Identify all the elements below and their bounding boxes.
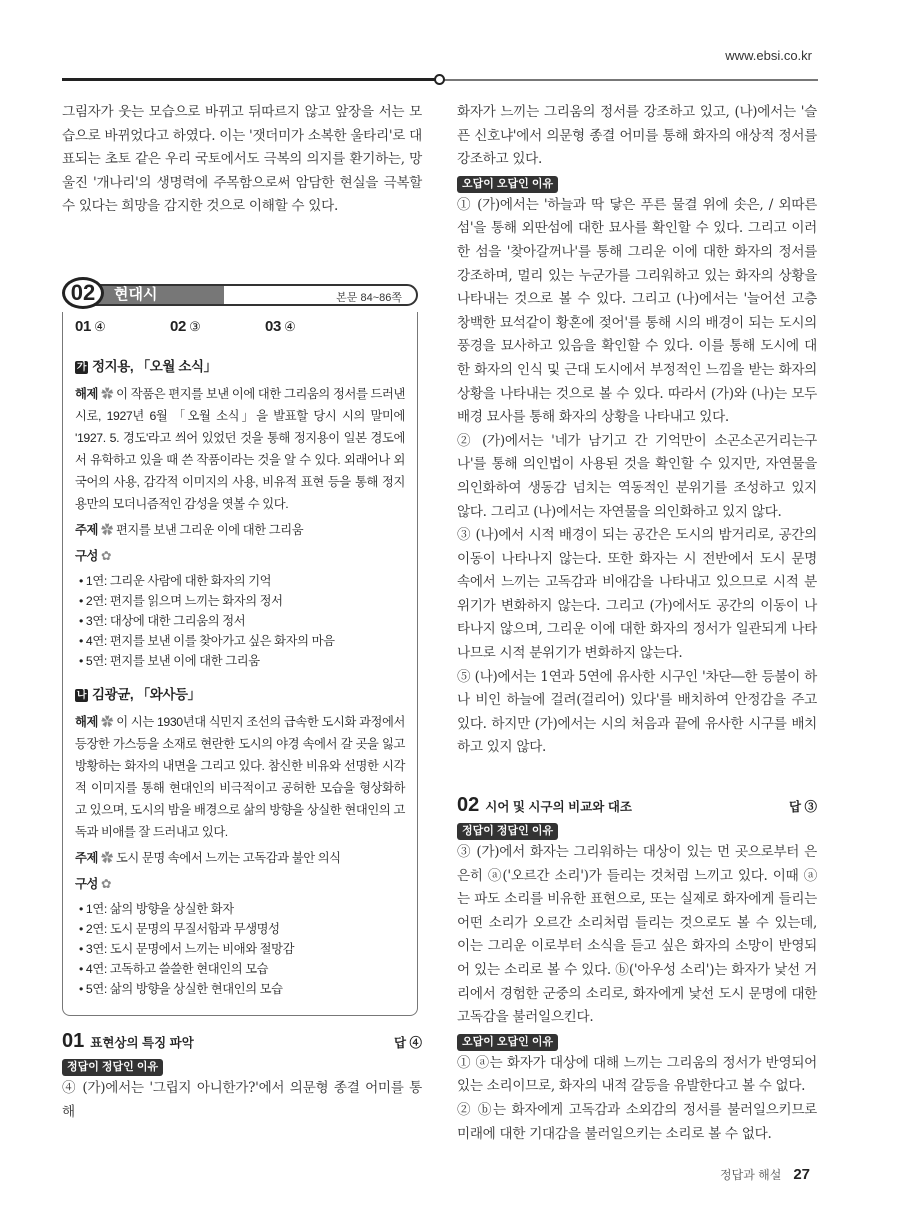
flower-icon: ✿ bbox=[101, 386, 114, 401]
explanation-text: ① ⓐ는 화자가 대상에 대해 느끼는 그리움의 정서가 반영되어 있는 소리이므로, 화자의 내적 갈등을 유발한다고 볼 수 없다. bbox=[457, 1054, 817, 1095]
label: 주제 bbox=[75, 850, 98, 865]
flower-icon: ✿ bbox=[101, 876, 111, 891]
label: 해제 bbox=[75, 714, 98, 729]
theme-text: 편지를 보낸 그리운 이에 대한 그리움 bbox=[115, 522, 304, 537]
page-footer bbox=[0, 1146, 900, 1213]
correct-reason-badge: 정답이 정답인 이유 bbox=[62, 1059, 163, 1076]
question-number: 01 bbox=[62, 1029, 85, 1052]
haeje-text: 이 시는 1930년대 식민지 조선의 급속한 도시화 과정에서 등장한 가스등을 소재로 현란한 도시의 야경 속에서 갈 곳을 잃고 방황하는 화자의 내면을 그리고 있다. 참신한 비유와 선명한 시각적 이미지를 통해 현대인의 비극적이고 공허한 모습을 형상화하고 있으며, 도시의 밤을 배경으로 삶의 방향을 상실한 현대인의 고독과 비애를 잘 드러내고 있다. bbox=[75, 714, 405, 839]
list-item: 5연: 삶의 방향을 상실한 현대인의 모습 bbox=[85, 981, 283, 996]
label: 구성 bbox=[75, 548, 98, 563]
section-title: 현대시 bbox=[94, 286, 224, 304]
answer-num: 02 bbox=[170, 317, 186, 335]
list-item: 4연: 편지를 보낸 이를 찾아가고 싶은 화자의 마음 bbox=[85, 633, 335, 648]
list-item: 2연: 도시 문명의 무질서함과 무생명성 bbox=[85, 921, 280, 936]
list-item: 2연: 편지를 읽으며 느끼는 화자의 정서 bbox=[85, 593, 283, 608]
explanation-text: 화자가 느끼는 그리움의 정서를 강조하고 있고, (나)에서는 '슬픈 신호냐'에서 의문형 종결 어미를 통해 화자의 애상적 정서를 강조하고 있다. bbox=[457, 104, 817, 168]
correct-reason-badge: 정답이 정답인 이유 bbox=[457, 823, 558, 840]
question-answer: 답 ④ bbox=[393, 1035, 422, 1050]
flower-icon: ✿ bbox=[101, 850, 113, 865]
explanation-text: ⑤ (나)에서는 1연과 5연에 유사한 시구인 '차단―한 등불이 하나 비인 하늘에 걸려(걸리어) 있다'를 배치하여 안정감을 주고 있다. 하지만 (가)에서는 시의 처음과 끝에 유사한 시구를 배치하고 있지 않다. bbox=[457, 668, 817, 756]
work-tag: 가 bbox=[76, 361, 87, 373]
flower-icon: ✿ bbox=[101, 714, 114, 729]
answer-value: ④ bbox=[94, 318, 106, 334]
label: 구성 bbox=[75, 876, 98, 891]
summary-box bbox=[62, 312, 418, 1016]
right-column bbox=[457, 101, 817, 1146]
explanation-text: ③ (가)에서 화자는 그리워하는 대상이 있는 먼 곳으로부터 은은히 ⓐ('오르간 소리')가 들리는 것처럼 느끼고 있다. 이때 ⓐ는 파도 소리를 비유한 표현으로, 또는 실제로 화자에게 들리는 어떤 소리가 오르간 소리처럼 들리는 것으로도 볼 수 있는데, 이는 그리운 이로부터 소식을 듣고 싶은 화자의 소망이 반영되어 있는 소리로 볼 수 있다. ⓑ('아우성 소리')는 화자가 낯선 거리에서 경험한 군중의 소리로, 화자에게 낯선 도시 문명에 대한 고독감을 불러일으킨다. bbox=[457, 844, 817, 1026]
header-rule bbox=[62, 79, 818, 81]
label: 해제 bbox=[75, 386, 98, 401]
answer-value: ④ bbox=[284, 318, 296, 334]
footer-label: 정답과 해설 bbox=[720, 1168, 782, 1183]
work-tag: 나 bbox=[76, 689, 87, 701]
question-01 bbox=[62, 1030, 422, 1124]
explanation-text: ④ (가)에서는 '그립지 아니한가?'에서 의문형 종결 어미를 통해 bbox=[62, 1079, 422, 1120]
list-item: 1연: 삶의 방향을 상실한 화자 bbox=[85, 901, 234, 916]
list-item: 4연: 고독하고 쓸쓸한 현대인의 모습 bbox=[85, 961, 269, 976]
haeje-text: 이 작품은 편지를 보낸 이에 대한 그리움의 정서를 드러낸 시로, 1927년 6월 「오월 소식」을 발표할 당시 시의 말미에 '1927. 5. 경도'라고 씌어 있었던 것을 통해 정지용이 일본 경도에서 유학하고 있을 때 쓴 작품이라는 것을 알 수 있다. 외래어나 외국어의 사용, 감각적 이미지의 사용, 비유적 표현 등을 통해 정지용만의 모더니즘적인 감성을 엿볼 수 있다. bbox=[75, 386, 405, 511]
list-item: 3연: 대상에 대한 그리움의 정서 bbox=[85, 613, 246, 628]
intro-paragraph: 그림자가 웃는 모습으로 바뀌고 뒤따르지 않고 앞장을 서는 모습으로 바뀌었다고 하였다. 이는 '잿더미가 소복한 울타리'로 대표되는 초토 같은 우리 국토에서도 극복의 의지를 환기하는, 망울진 '개나리'의 생명력에 주목함으로써 암담한 현실을 극복할 수 있다는 희망을 감지한 것으로 이해할 수 있다. bbox=[62, 104, 422, 215]
label: 주제 bbox=[75, 522, 98, 537]
explanation-text: ③ (나)에서 시적 배경이 되는 공간은 도시의 밤거리로, 공간의 이동이 나타나지 않는다. 또한 화자는 시 전반에서 도시 문명 속에서 느끼는 고독감과 비애감을 나타내고 있으므로 시적 분위기가 변화하지 않는다. 그리고 (가)에서도 공간의 이동이 나타나지 않으며, 그리운 이에 대한 화자의 정서가 일관되게 나타나므로 시적 분위기가 변화하지 않는다. bbox=[457, 527, 817, 662]
section-header bbox=[62, 277, 418, 309]
work-title: 김광균, 「와사등」 bbox=[92, 686, 201, 702]
structure-list: • 1연: 삶의 방향을 상실한 화자 • 2연: 도시 문명의 무질서함과 무생명성 • 3연: 도시 문명에서 느끼는 비애와 절망감 • 4연: 고독하고 쓸쓸한 현대인의 모습 • 5연: 삶의 방향을 상실한 현대인의 모습 bbox=[79, 901, 295, 996]
list-item: 1연: 그리운 사람에 대한 화자의 기억 bbox=[85, 573, 272, 588]
section-number: 02 bbox=[62, 277, 104, 309]
page-number: 27 bbox=[793, 1166, 810, 1184]
question-title: 시어 및 시구의 비교와 대조 bbox=[485, 800, 632, 815]
answer-num: 01 bbox=[75, 317, 91, 335]
wrong-reason-badge: 오답이 오답인 이유 bbox=[457, 176, 558, 193]
work-title: 정지용, 「오월 소식」 bbox=[92, 358, 217, 374]
work-ga bbox=[75, 355, 405, 671]
theme-text: 도시 문명 속에서 느끼는 고독감과 불안 의식 bbox=[115, 850, 341, 865]
structure-list: • 1연: 그리운 사람에 대한 화자의 기억 • 2연: 편지를 읽으며 느끼는 화자의 정서 • 3연: 대상에 대한 그리움의 정서 • 4연: 편지를 보낸 이를 찾아가고 싶은 화자의 마음 • 5연: 편지를 보낸 이에 대한 그리움 bbox=[79, 573, 335, 668]
flower-icon: ✿ bbox=[101, 522, 113, 537]
answer-key bbox=[75, 318, 405, 335]
question-answer: 답 ③ bbox=[788, 800, 817, 815]
answer-value: ③ bbox=[189, 318, 201, 334]
flower-icon: ✿ bbox=[101, 548, 111, 563]
list-item: 5연: 편지를 보낸 이에 대한 그리움 bbox=[85, 653, 260, 668]
wrong-reason-badge: 오답이 오답인 이유 bbox=[457, 1034, 558, 1051]
explanation-text: ① (가)에서는 '하늘과 딱 닿은 푸른 물결 위에 솟은, / 외따른 섬'을 통해 외딴섬에 대한 묘사를 확인할 수 있다. 그리고 이러한 섬을 '찾아갈꺼나'를 통해 그리운 이에 대한 화자의 정서를 강조하며, 멀리 있는 누군가를 그리워하고 있는 화자의 상황을 나타내는 것으로 볼 수 있다. 그리고 (나)에서는 '늘어선 고층 창백한 묘석같이 황혼에 젖어'를 통해 시의 배경이 되는 도시의 풍경을 묘사하고 있음을 확인할 수 있다. 이를 통해 도시에 대한 화자의 인식 및 근대 도시에서 부정적인 느낌을 받는 화자의 상황을 나타내는 것으로 볼 수 있다. 따라서 (가)와 (나)는 모두 배경 묘사를 통해 화자의 상황을 나타내고 있다. bbox=[457, 196, 817, 426]
question-title: 표현상의 특징 파악 bbox=[90, 1035, 194, 1050]
explanation-text: ② (가)에서는 '네가 남기고 간 기억만이 소곤소곤거리는구나'를 통해 의인법이 사용된 것을 확인할 수 있지만, 자연물을 의인화하여 생동감 넘치는 역동적인 분위기를 조성하고 있지 않다. 그리고 (나)에서는 자연물을 의인화하고 있지 않다. bbox=[457, 432, 817, 520]
list-item: 3연: 도시 문명에서 느끼는 비애와 절망감 bbox=[85, 941, 295, 956]
left-column bbox=[62, 101, 422, 1146]
work-na bbox=[75, 683, 405, 999]
answer-num: 03 bbox=[265, 317, 281, 335]
site-url: www.ebsi.co.kr bbox=[725, 48, 812, 63]
explanation-text: ② ⓑ는 화자에게 고독감과 소외감의 정서를 불러일으키므로 미래에 대한 기대감을 불러일으키는 소리로 볼 수 없다. bbox=[457, 1101, 817, 1142]
question-number: 02 bbox=[457, 794, 480, 817]
section-page-ref: 본문 84~86쪽 bbox=[336, 291, 402, 304]
